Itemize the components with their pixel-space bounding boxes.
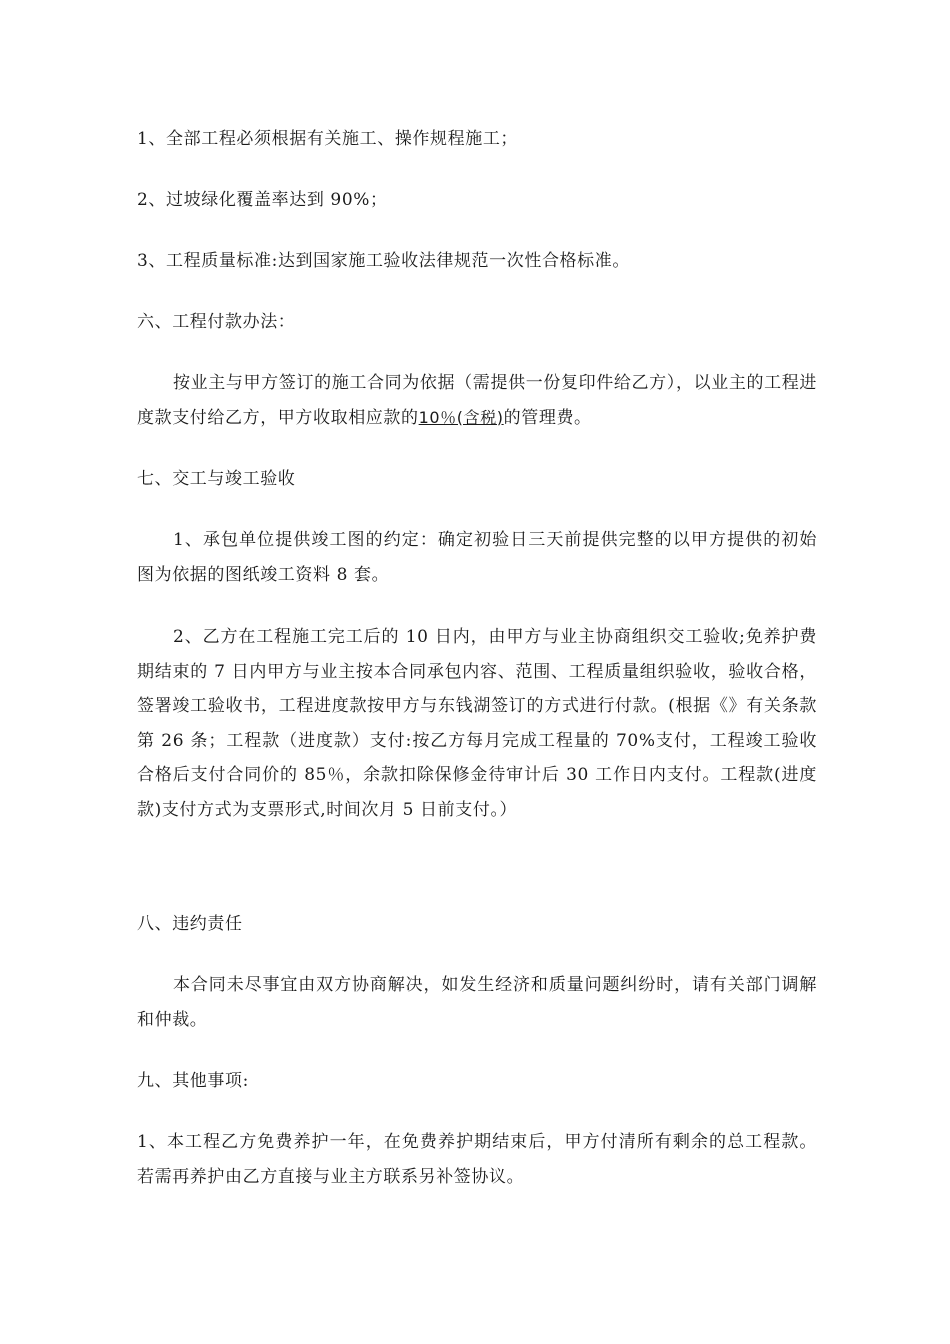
section-6-heading: 六、工程付款办法：: [137, 312, 296, 332]
section-8-body: 本合同未尽事宜由双方协商解决，如发生经济和质量问题纠纷时，请有关部门调解和仲裁。: [137, 975, 817, 1030]
section-7-heading: 七、交工与竣工验收: [137, 469, 296, 489]
management-fee-rate: 10％(含税): [418, 407, 504, 427]
quality-item-2: 2、过坡绿化覆盖率达到 90%；: [137, 190, 388, 210]
section-6-body-text: 按业主与甲方签订的施工合同为依据（需提供一份复印件给乙方），以业主的工程进度款支付给乙方，甲方收取相应款的: [137, 373, 817, 428]
section-6-body: [137, 366, 817, 435]
section-7-item-2: 2、乙方在工程施工完工后的 10 日内，由甲方与业主协商组织交工验收;免养护费期结束的 7 日内甲方与业主按本合同承包内容、范围、工程质量组织验收，验收合格，签署竣工验收书，工程进度款按甲方与东钱湖签订的方式进行付款。(根据《》有关条款第 26 条；工程款（进度款）支付:按乙方每月完成工程量的 70%支付，工程竣工验收合格后支付合同价的 85％，余款扣除保修金待审计后 30 工作日内支付。工程款(进度款)支付方式为支票形式,时间次月 5 日前支付。）: [137, 627, 817, 820]
section-9-item-1: 1、本工程乙方免费养护一年，在免费养护期结束后，甲方付清所有剩余的总工程款。若需再养护由乙方直接与业主方联系另补签协议。: [137, 1132, 817, 1187]
section-7-item-1: 1、承包单位提供竣工图的约定：确定初验日三天前提供完整的以甲方提供的初始图为依据的图纸竣工资料 8 套。: [137, 530, 817, 585]
section-8-heading: 八、违约责任: [137, 914, 243, 934]
section-9-heading: 九、其他事项:: [137, 1071, 249, 1091]
quality-item-1: 1、全部工程必须根据有关施工、操作规程施工；: [137, 129, 519, 149]
quality-item-3: 3、工程质量标准:达到国家施工验收法律规范一次性合格标准。: [137, 251, 630, 271]
section-6-body-tail: 的管理费。: [503, 407, 592, 428]
